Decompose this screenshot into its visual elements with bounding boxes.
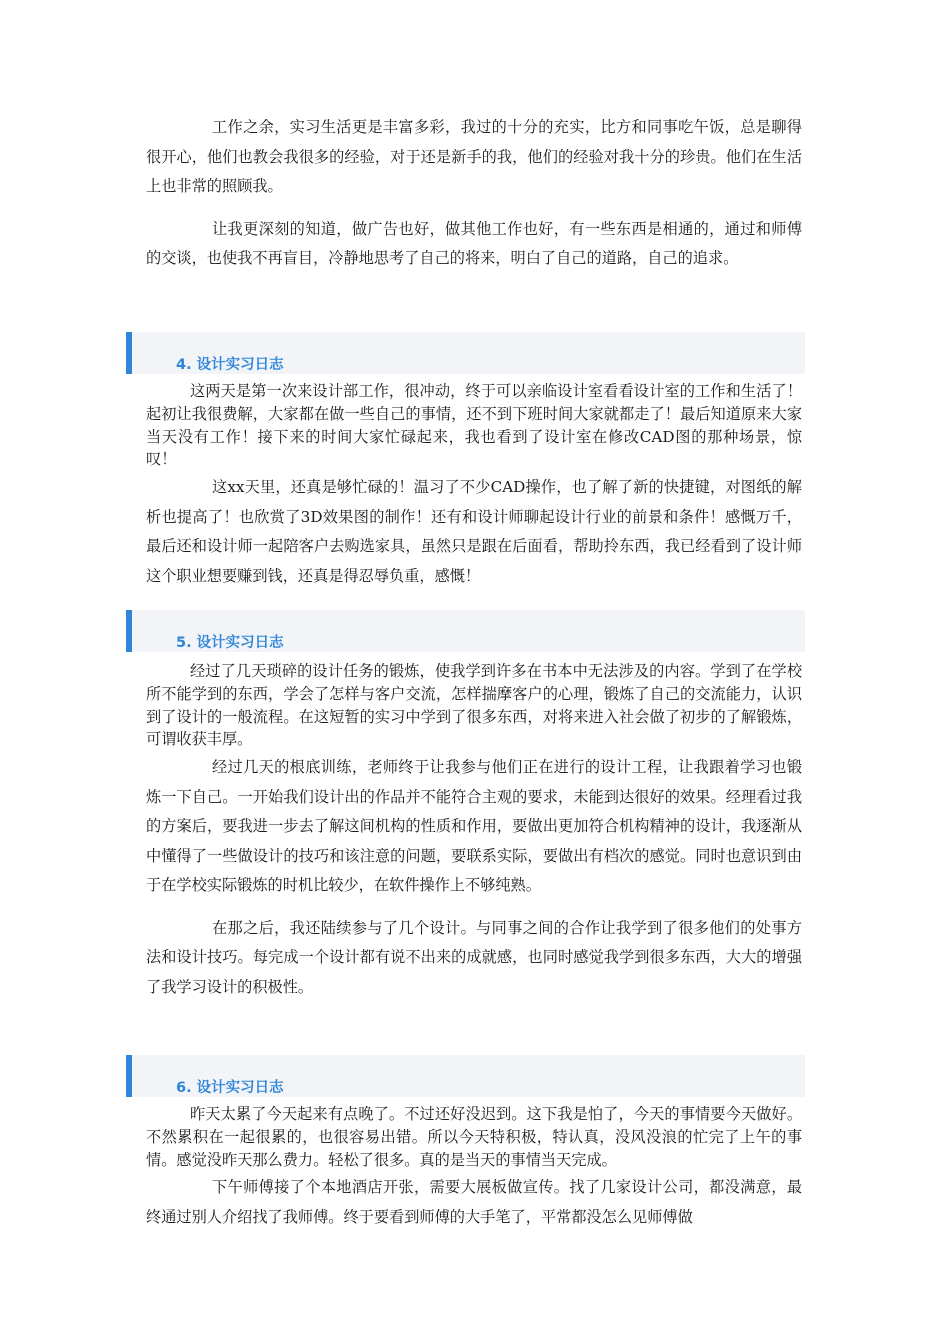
section-body-5 (146, 660, 802, 1002)
intro-paragraph-1: 工作之余，实习生活更是丰富多彩，我过的十分的充实，比方和同事吃午饭，总是聊得很开心，他们也教会我很多的经验，对于还是新手的我，他们的经验对我十分的珍贵。他们在生活上也非常的照顾我。 (146, 118, 802, 195)
section-heading-4 (126, 332, 805, 374)
section-title-5: 5. 设计实习日志 (176, 635, 284, 651)
section-title-6: 6. 设计实习日志 (176, 1080, 284, 1096)
section-heading-6 (126, 1055, 805, 1097)
section-5-paragraph-1: 经过了几天琐碎的设计任务的锻炼，使我学到许多在书本中无法涉及的内容。学到了在学校所不能学到的东西，学会了怎样与客户交流，怎样揣摩客户的心理，锻炼了自己的交流能力，认识到了设计的一般流程。在这短暂的实习中学到了很多东西，对将来进入社会做了初步的了解锻炼，可谓收获丰厚。 (146, 662, 802, 749)
intro-paragraph-2: 让我更深刻的知道，做广告也好，做其他工作也好，有一些东西是相通的，通过和师傅的交谈，也使我不再盲目，冷静地思考了自己的将来，明白了自己的道路，自己的追求。 (146, 219, 802, 267)
section-6-paragraph-1: 昨天太累了今天起来有点晚了。不过还好没迟到。这下我是怕了，今天的事情要今天做好。不然累积在一起很累的，也很容易出错。所以今天特积极，特认真，没风没浪的忙完了上午的事情。感觉没昨天那么费力。轻松了很多。真的是当天的事情当天完成。 (146, 1105, 802, 1169)
section-4-paragraph-2: 这xx天里，还真是够忙碌的！温习了不少CAD操作，也了解了新的快捷键，对图纸的解析也提高了！也欣赏了3D效果图的制作！还有和设计师聊起设计行业的前景和条件！感慨万千，最后还和设计师一起陪客户去购选家具，虽然只是跟在后面看，帮助拎东西，我已经看到了设计师这个职业想要赚到钱，还真是得忍辱负重，感慨！ (146, 478, 802, 585)
section-body-6 (146, 1103, 802, 1232)
section-4-paragraph-1: 这两天是第一次来设计部工作，很冲动，终于可以亲临设计室看看设计室的工作和生活了！起初让我很费解，大家都在做一些自己的事情，还不到下班时间大家就都走了！最后知道原来大家当天没有工作！接下来的时间大家忙碌起来，我也看到了设计室在修改CAD图的那种场景，惊叹！ (146, 382, 802, 469)
intro-block (146, 113, 802, 274)
section-heading-5 (126, 610, 805, 652)
section-5-paragraph-2: 经过几天的根底训练，老师终于让我参与他们正在进行的设计工程，让我跟着学习也锻炼一下自己。一开始我们设计出的作品并不能符合主观的要求，未能到达很好的效果。经理看过我的方案后，要我进一步去了解这间机构的性质和作用，要做出更加符合机构精神的设计，我逐渐从中懂得了一些做设计的技巧和该注意的问题，要联系实际，要做出有档次的感觉。同时也意识到由于在学校实际锻炼的时机比较少，在软件操作上不够纯熟。 (146, 758, 802, 895)
section-title-4: 4. 设计实习日志 (176, 357, 284, 373)
section-body-4 (146, 380, 802, 591)
section-5-paragraph-3: 在那之后，我还陆续参与了几个设计。与同事之间的合作让我学到了很多他们的处事方法和设计技巧。每完成一个设计都有说不出来的成就感，也同时感觉我学到很多东西，大大的增强了我学习设计的积极性。 (146, 918, 802, 996)
section-6-paragraph-2: 下午师傅接了个本地酒店开张，需要大展板做宣传。找了几家设计公司，都没满意，最终通过别人介绍找了我师傅。终于要看到师傅的大手笔了，平常都没怎么见师傅做 (146, 1178, 802, 1226)
